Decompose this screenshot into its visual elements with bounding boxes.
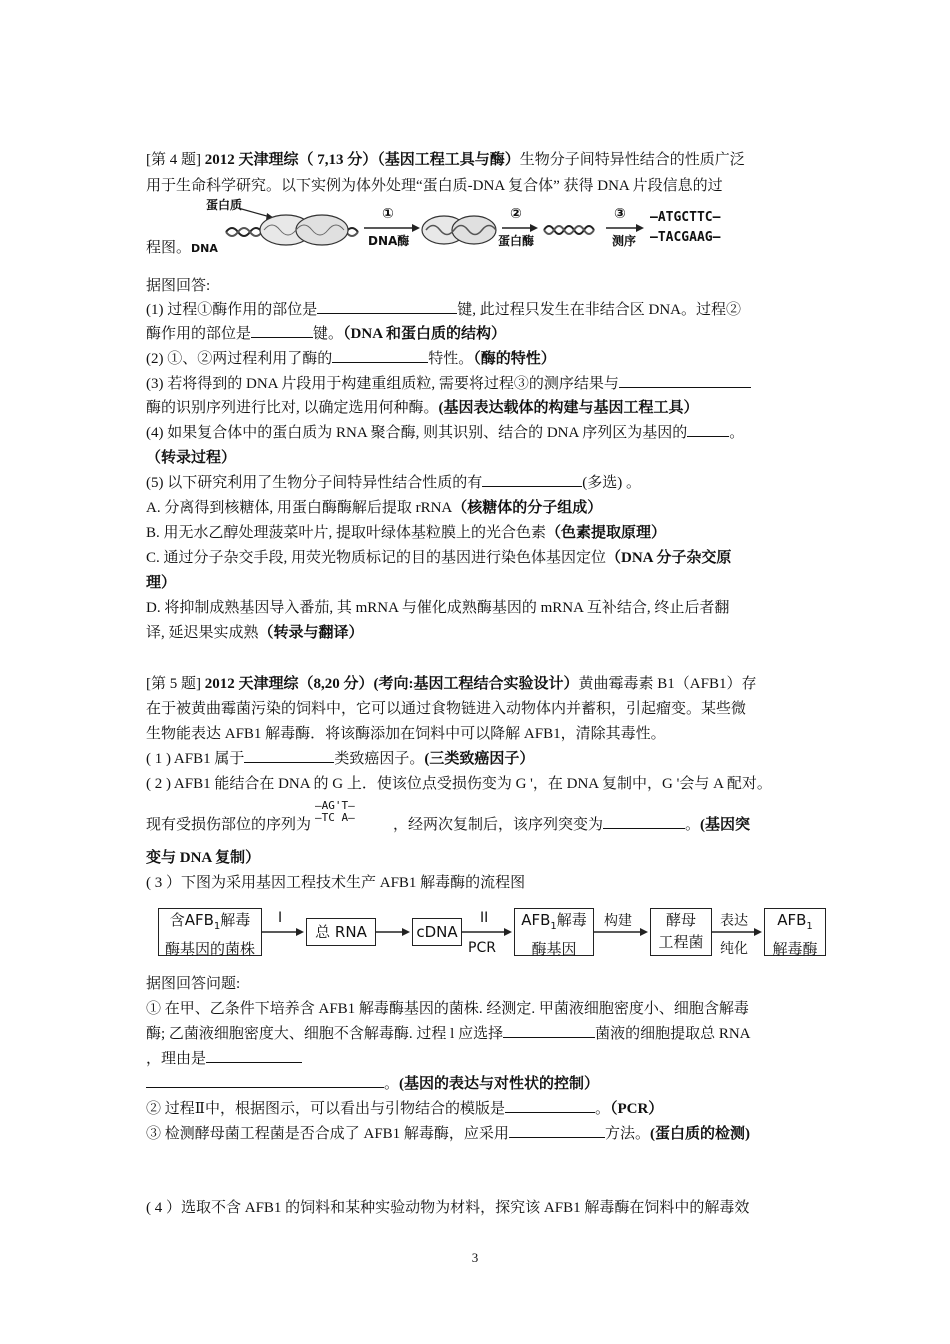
q4-answer-lead: 据图回答:: [146, 278, 211, 294]
answer-blank[interactable]: [317, 298, 457, 314]
q4-part3-line2: [146, 396, 699, 420]
flow-arrow-ii-label: II: [480, 910, 489, 926]
option-b: [146, 521, 666, 545]
option-c: [146, 546, 731, 570]
q4-p3-text-a: (3) 若将得到的 DNA 片段用于构建重组质粒, 需要将过程③的测序结果与: [146, 376, 619, 392]
q5-answer-lead: 据图回答问题:: [146, 976, 241, 992]
q4-topic: （基因工程工具与酶）: [377, 152, 520, 168]
flow-box-gene: [514, 908, 594, 956]
q5-p2-text-c: ，经两次复制后，该序列突变为: [393, 817, 604, 833]
answer-blank[interactable]: [619, 372, 751, 388]
q5-p2-text-b: 现有受损伤部位的序列为: [146, 817, 312, 833]
flow-express-label: 表达: [720, 913, 748, 929]
flow-box-yeast-text: 酵母: [665, 911, 696, 929]
flow-box-cdna: cDNA: [412, 918, 462, 946]
flow-box-strain-text: 含AFB: [169, 911, 214, 929]
q4-p4-tag: （转录过程）: [146, 450, 237, 466]
damaged-sequence-bottom: —TC A—: [315, 810, 355, 824]
q4-part3-line1: [146, 372, 751, 396]
flow-pcr-label: PCR: [468, 940, 496, 956]
q4-heading: [146, 148, 745, 172]
damaged-sequence-top: —AG'T—: [315, 798, 355, 812]
option-d-text: D. 将抑制成熟基因导入番茄, 其 mRNA 与催化成熟酶基因的 mRNA 互补结合, 终止后者翻: [146, 600, 730, 616]
q4-tag: [第 4 题]: [146, 152, 201, 168]
option-b-tag: （色素提取原理）: [546, 525, 667, 541]
q4-source: 2012 天津理综（ 7,13 分）: [204, 152, 378, 168]
q5-part4: ( 4 ）选取不含 AFB1 的饲料和某种实验动物为材料，探究该 AFB1 解毒酶在饲料中的解毒效: [146, 1200, 750, 1216]
answer-blank[interactable]: [687, 421, 729, 437]
q5-sub3: [146, 1122, 750, 1146]
q5-p2-tag-cont: 变与 DNA 复制）: [146, 850, 261, 866]
answer-blank[interactable]: [603, 813, 685, 829]
q5-p1-text-b: 类致癌因子。: [334, 751, 425, 767]
flow-box-enzyme-sub: 1: [806, 921, 813, 932]
q5-sub1-line1: ① 在甲、乙条件下培养含 AFB1 解毒酶基因的菌株. 经测定. 甲菌液细胞密度小、细胞含解毒: [146, 1001, 749, 1017]
q4-part5: [146, 471, 641, 495]
flow-box-strain-sub: 1: [213, 921, 221, 932]
q4-intro-1: 生物分子间特异性结合的性质广泛: [519, 152, 745, 168]
flow-purify-label: 纯化: [720, 941, 748, 957]
q4-p1-text-c: 酶作用的部位是: [146, 326, 252, 342]
q5-intro-1: 黄曲霉毒素 B1（AFB1）存: [578, 676, 757, 692]
flow-box-yeast-text-2: 工程菌: [658, 933, 704, 951]
answer-blank[interactable]: [206, 1047, 302, 1063]
q4-p5-text-a: (5) 以下研究利用了生物分子间特异性结合性质的有: [146, 475, 483, 491]
protease-label: 蛋白酶: [498, 234, 535, 248]
q5-s2-tag: （PCR）: [609, 1101, 664, 1117]
dna-label: DNA: [191, 242, 218, 255]
answer-blank[interactable]: [146, 1072, 384, 1088]
q5-part1: [146, 747, 534, 771]
q5-sub2: [146, 1097, 663, 1121]
q4-intro-2: 用于生命科学研究。以下实例为体外处理“蛋白质-DNA 复合体” 获得 DNA 片段信息的过: [146, 178, 723, 194]
q5-source: 2012 天津理综（8,20 分）: [204, 676, 374, 692]
step-2-label: ②: [510, 206, 522, 222]
option-c-text: C. 通过分子杂交手段, 用荧光物质标记的目的基因进行染色体基因定位: [146, 550, 607, 566]
answer-blank[interactable]: [332, 347, 428, 363]
q4-p4-text-a: (4) 如果复合体中的蛋白质为 RNA 聚合酶, 则其识别、结合的 DNA 序列区为基因的: [146, 425, 688, 441]
q5-s1-text-c: 菌液的细胞提取总 RNA: [595, 1026, 751, 1042]
q5-intro-3: 生物能表达 AFB1 解毒酶．将该酶添加在饲料中可以降解 AFB1，清除其毒性。: [146, 726, 666, 742]
q5-sub1-line4: [146, 1072, 599, 1096]
afb1-flowchart: [146, 900, 836, 964]
q5-s3-tag: (蛋白质的检测): [649, 1126, 750, 1142]
answer-blank[interactable]: [251, 322, 313, 338]
answer-blank[interactable]: [503, 1022, 595, 1038]
q4-part2: [146, 347, 556, 371]
option-c-tag-cont: 理）: [146, 575, 177, 591]
option-a-tag: （核糖体的分子组成）: [452, 500, 603, 516]
step-1-label: ①: [382, 206, 394, 222]
dna-enzyme-label: DNA酶: [368, 234, 410, 248]
flow-construct-label: 构建: [604, 913, 632, 929]
page-number: 3: [471, 1250, 479, 1265]
q5-s3-text-b: 方法。: [604, 1126, 650, 1142]
dna-process-figure: [146, 194, 786, 262]
q4-p1-text-b: 键, 此过程只发生在非结合区 DNA。过程②: [457, 302, 741, 318]
step-3-label: ③: [614, 206, 626, 222]
flow-box-strain: [158, 908, 262, 956]
flow-box-total-rna: 总 RNA: [306, 918, 376, 946]
q5-p1-tag: (三类致癌因子）: [424, 751, 535, 767]
q5-tag: [第 5 题]: [146, 676, 201, 692]
option-a-text: A. 分离得到核糖体, 用蛋白酶酶解后提取 rRNA: [146, 500, 453, 516]
q4-intro-3-text: 程图。: [146, 240, 192, 256]
protein-label: 蛋白质: [206, 198, 243, 212]
q5-sub1-line3: [146, 1047, 302, 1071]
q5-s1-tag: (基因的表达与对性状的控制）: [399, 1076, 600, 1092]
flow-box-enzyme-text-2: 解毒酶: [772, 940, 818, 958]
sequence-bottom: —TACGAAG—: [650, 230, 721, 245]
q4-p4-text-b: 。: [729, 425, 745, 441]
q4-p1-text-d: 键。: [313, 326, 344, 342]
option-c-tag: （DNA 分子杂交原: [606, 550, 732, 566]
option-d-tag: （转录与翻译）: [258, 625, 364, 641]
flow-arrow-i-label: I: [278, 910, 283, 926]
sequence-top: —ATGCTTC—: [650, 210, 721, 225]
q5-s1-text-e: 。: [384, 1076, 400, 1092]
q4-p1-tag: （DNA 和蛋白质的结构）: [343, 326, 506, 342]
q5-p1-text-a: ( 1 ) AFB1 属于: [146, 751, 245, 767]
flow-box-strain-text-2: 酶基因的菌株: [164, 940, 255, 958]
option-a: [146, 496, 602, 520]
flow-box-gene-text: AFB: [521, 911, 551, 929]
q5-s2-text-b: 。: [594, 1101, 610, 1117]
q5-s1-text-d: ，理由是: [146, 1051, 207, 1067]
q4-part4-line1: [146, 421, 744, 445]
q4-p2-text-b: 特性。: [428, 351, 474, 367]
q5-part2-line1: ( 2 ) AFB1 能结合在 DNA 的 G 上．使该位点受损伤变为 G '，在 DNA 复制中，G '会与 A 配对。: [146, 776, 772, 792]
flow-box-strain-text-b: 解毒: [220, 911, 251, 929]
q5-intro-2: 在于被黄曲霉菌污染的饲料中，它可以通过食物链进入动物体内并蓄积，引起瘤变。某些微: [146, 701, 747, 717]
q4-p5-text-b: (多选) 。: [582, 475, 641, 491]
flow-box-gene-text-2: 酶基因: [531, 940, 577, 958]
q5-part3: ( 3 ）下图为采用基因工程技术生产 AFB1 解毒酶的流程图: [146, 875, 526, 891]
q4-p2-tag: （酶的特性）: [473, 351, 556, 367]
answer-blank[interactable]: [482, 471, 582, 487]
q5-s3-text-a: ③ 检测酵母菌工程菌是否合成了 AFB1 解毒酶，应采用: [146, 1126, 509, 1142]
answer-blank[interactable]: [505, 1097, 595, 1113]
q5-topic: (考向:基因工程结合实验设计）: [373, 676, 579, 692]
q4-part1-line2: [146, 322, 506, 346]
q4-part1-line1: [146, 298, 741, 322]
flow-box-enzyme-text: AFB: [777, 911, 807, 929]
answer-blank[interactable]: [244, 747, 334, 763]
damaged-sequence: [311, 798, 393, 836]
answer-blank[interactable]: [509, 1122, 605, 1138]
q4-p2-text-a: (2) ①、②两过程利用了酶的: [146, 351, 333, 367]
option-d-line2: [146, 621, 364, 645]
flow-box-gene-sub: 1: [550, 921, 557, 932]
q5-sub1-line2: [146, 1022, 751, 1046]
q5-part2-line2: [146, 798, 751, 837]
q5-s1-text-b: 酶; 乙菌液细胞密度大、细胞不含解毒酶. 过程 l 应选择: [146, 1026, 504, 1042]
flow-box-enzyme: [764, 908, 826, 956]
flow-box-yeast: [650, 908, 712, 956]
q4-p3-text-b: 酶的识别序列进行比对, 以确定选用何种酶。: [146, 400, 439, 416]
q4-p3-tag: (基因表达载体的构建与基因工程工具）: [438, 400, 699, 416]
q4-p1-text-a: (1) 过程①酶作用的部位是: [146, 302, 318, 318]
sequencing-label: 测序: [612, 234, 637, 248]
q5-p2-tag: (基因突: [700, 817, 751, 833]
flow-box-gene-text-b: 解毒: [556, 911, 587, 929]
option-d-text-cont: 译, 延迟果实成熟: [146, 625, 259, 641]
q5-heading: [146, 672, 756, 696]
q5-s2-text-a: ② 过程Ⅱ中，根据图示，可以看出与引物结合的模版是: [146, 1101, 505, 1117]
option-b-text: B. 用无水乙醇处理菠菜叶片, 提取叶绿体基粒膜上的光合色素: [146, 525, 547, 541]
q5-p2-text-d: 。: [685, 817, 701, 833]
dna-process-diagram: [146, 194, 786, 262]
